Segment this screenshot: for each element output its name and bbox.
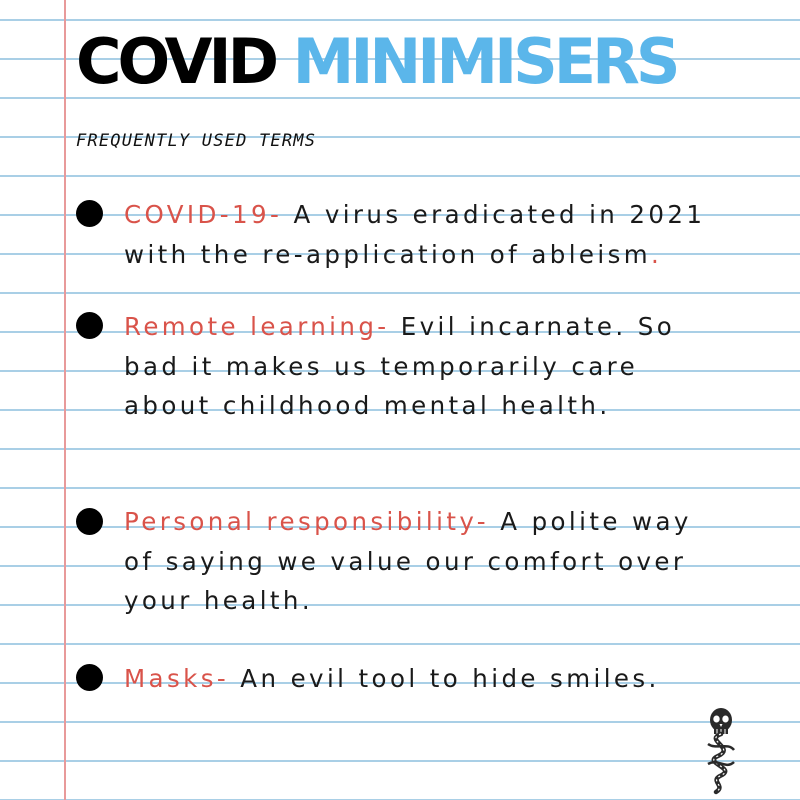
bullet-icon: [76, 508, 103, 535]
term-word: COVID-19-: [124, 200, 283, 229]
term-word: Personal responsibility-: [124, 507, 490, 536]
term-definition: A polite way of saying we value our comfort over your health.: [124, 507, 692, 615]
notebook-margin-line: [64, 0, 66, 800]
bullet-icon: [76, 312, 103, 339]
subtitle: FREQUENTLY USED TERMS: [76, 131, 317, 151]
term-text: [124, 502, 800, 621]
title-minimisers: MINIMISERS: [292, 25, 677, 98]
skull-and-snake-icon: [696, 706, 746, 796]
term-definition: An evil tool to hide smiles.: [229, 664, 660, 693]
term-word: Masks-: [124, 664, 230, 693]
title-covid: COVID: [76, 25, 276, 98]
term-text: [124, 307, 800, 426]
term-text: [124, 195, 800, 274]
bullet-icon: [76, 200, 103, 227]
page-title: [76, 22, 677, 102]
term-word: Remote learning-: [124, 312, 390, 341]
term-definition: A virus eradicated in 2021 with the re-application of ableism: [124, 200, 706, 269]
term-end-period: .: [651, 239, 663, 269]
term-text: [124, 659, 800, 699]
bullet-icon: [76, 664, 103, 691]
term-definition: Evil incarnate. So bad it makes us temporarily care about childhood mental health.: [124, 312, 676, 420]
